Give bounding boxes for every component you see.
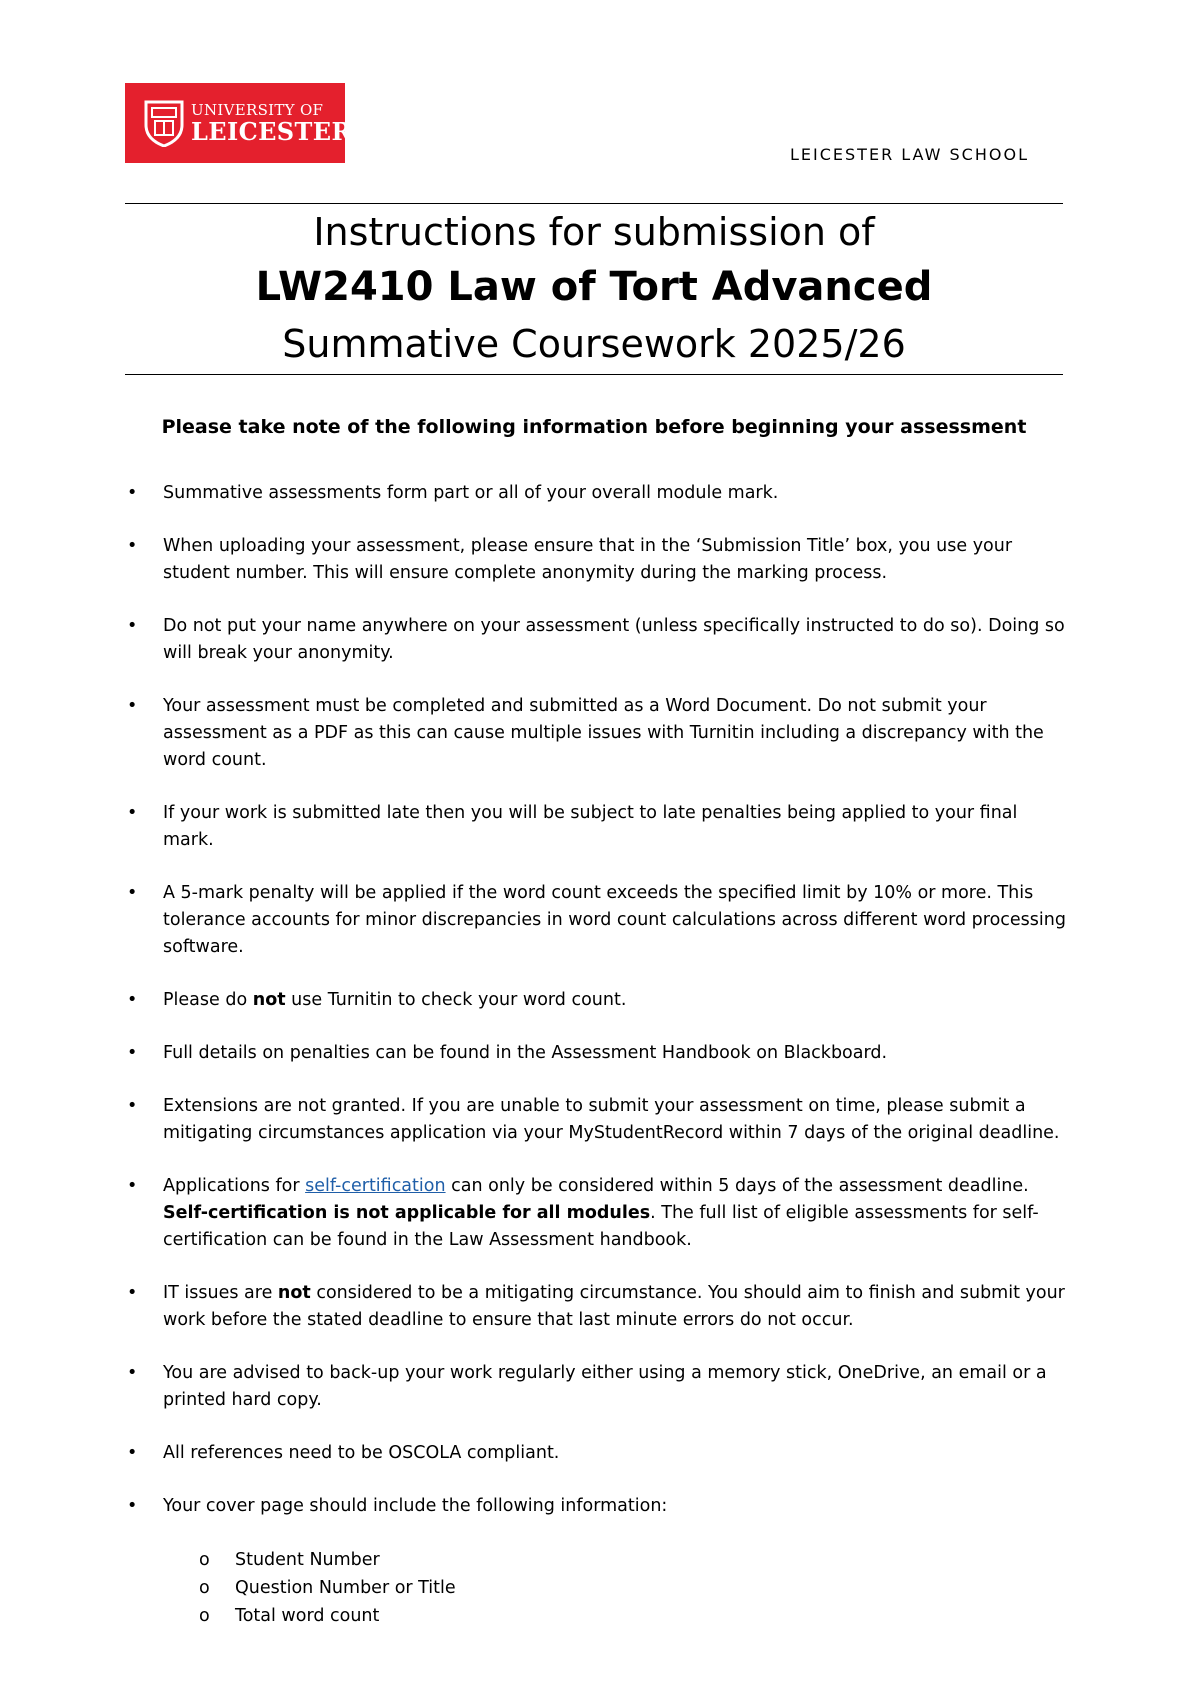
- top-divider: [125, 203, 1063, 204]
- list-item: • Do not put your name anywhere on your assessment (unless specifically instructed to do so). Doing so will break your anonymity.: [125, 613, 1070, 667]
- cover-page-list: [125, 1546, 1070, 1630]
- bullet-icon: •: [127, 883, 138, 903]
- self-certification-link[interactable]: self-certification: [305, 1176, 446, 1196]
- list-item: • A 5-mark penalty will be applied if the word count exceeds the specified limit by 10% or more. This tolerance accounts for minor discrepancies in word count calculations across different word processing software.: [125, 880, 1070, 961]
- list-item: • Summative assessments form part or all of your overall module mark.: [125, 480, 1070, 507]
- list-item: • Your assessment must be completed and submitted as a Word Document. Do not submit your assessment as a PDF as this can cause multiple issues with Turnitin including a discrepancy with the word count.: [125, 693, 1070, 774]
- sub-bullet-icon: o: [199, 1606, 210, 1626]
- list-item: • All references need to be OSCOLA compliant.: [125, 1440, 1070, 1467]
- bullet-icon: •: [127, 1283, 138, 1303]
- logo-line-2: LEICESTER: [191, 117, 352, 146]
- bullet-icon: •: [127, 1443, 138, 1463]
- bullet-icon: •: [127, 1496, 138, 1516]
- list-item: • Applications for self-certification can only be considered within 5 days of the assessment deadline. Self-certification is not applicable for all modules. The full list of eligible assessments for self-certification can be found in the Law Assessment handbook.: [125, 1173, 1070, 1254]
- sub-list-item: o Student Number: [125, 1546, 1070, 1574]
- bullet-icon: •: [127, 1043, 138, 1063]
- instructions-subheading: Please take note of the following information before beginning your assessment: [161, 416, 1027, 438]
- bullet-icon: •: [127, 616, 138, 636]
- title-line-1: Instructions for submission of: [313, 210, 875, 254]
- sub-list-item: o Question Number or Title: [125, 1574, 1070, 1602]
- list-item: • Your cover page should include the following information:: [125, 1493, 1070, 1520]
- title-line-2: LW2410 Law of Tort Advanced: [255, 264, 933, 310]
- university-logo: [125, 83, 352, 163]
- list-item: • Full details on penalties can be found in the Assessment Handbook on Blackboard.: [125, 1040, 1070, 1067]
- list-item: • IT issues are not considered to be a mitigating circumstance. You should aim to finish and submit your work before the stated deadline to ensure that last minute errors do not occur.: [125, 1280, 1070, 1334]
- school-name: LEICESTER LAW SCHOOL: [790, 145, 1029, 164]
- bullet-icon: •: [127, 1096, 138, 1116]
- list-item: • When uploading your assessment, please ensure that in the ‘Submission Title’ box, you use your student number. This will ensure complete anonymity during the marking process.: [125, 533, 1070, 587]
- bullet-icon: •: [127, 1176, 138, 1196]
- sub-bullet-icon: o: [199, 1550, 210, 1570]
- bullet-icon: •: [127, 696, 138, 716]
- list-item: • Extensions are not granted. If you are unable to submit your assessment on time, please submit a mitigating circumstances application via your MyStudentRecord within 7 days of the original deadline.: [125, 1093, 1070, 1147]
- university-crest-icon: [143, 99, 185, 147]
- instructions-list: [125, 480, 1070, 1630]
- bottom-divider: [125, 374, 1063, 375]
- list-item: • If your work is submitted late then you will be subject to late penalties being applied to your final mark.: [125, 800, 1070, 854]
- sub-list-item: o Total word count: [125, 1602, 1070, 1630]
- bullet-icon: •: [127, 483, 138, 503]
- list-item: • You are advised to back-up your work regularly either using a memory stick, OneDrive, an email or a printed hard copy.: [125, 1360, 1070, 1414]
- bullet-icon: •: [127, 536, 138, 556]
- bullet-icon: •: [127, 990, 138, 1010]
- bullet-icon: •: [127, 803, 138, 823]
- bullet-icon: •: [127, 1363, 138, 1383]
- title-line-3: Summative Coursework 2025/26: [282, 322, 906, 366]
- sub-bullet-icon: o: [199, 1578, 210, 1598]
- list-item: • Please do not use Turnitin to check your word count.: [125, 987, 1070, 1014]
- logo-line-1: UNIVERSITY OF: [191, 101, 324, 119]
